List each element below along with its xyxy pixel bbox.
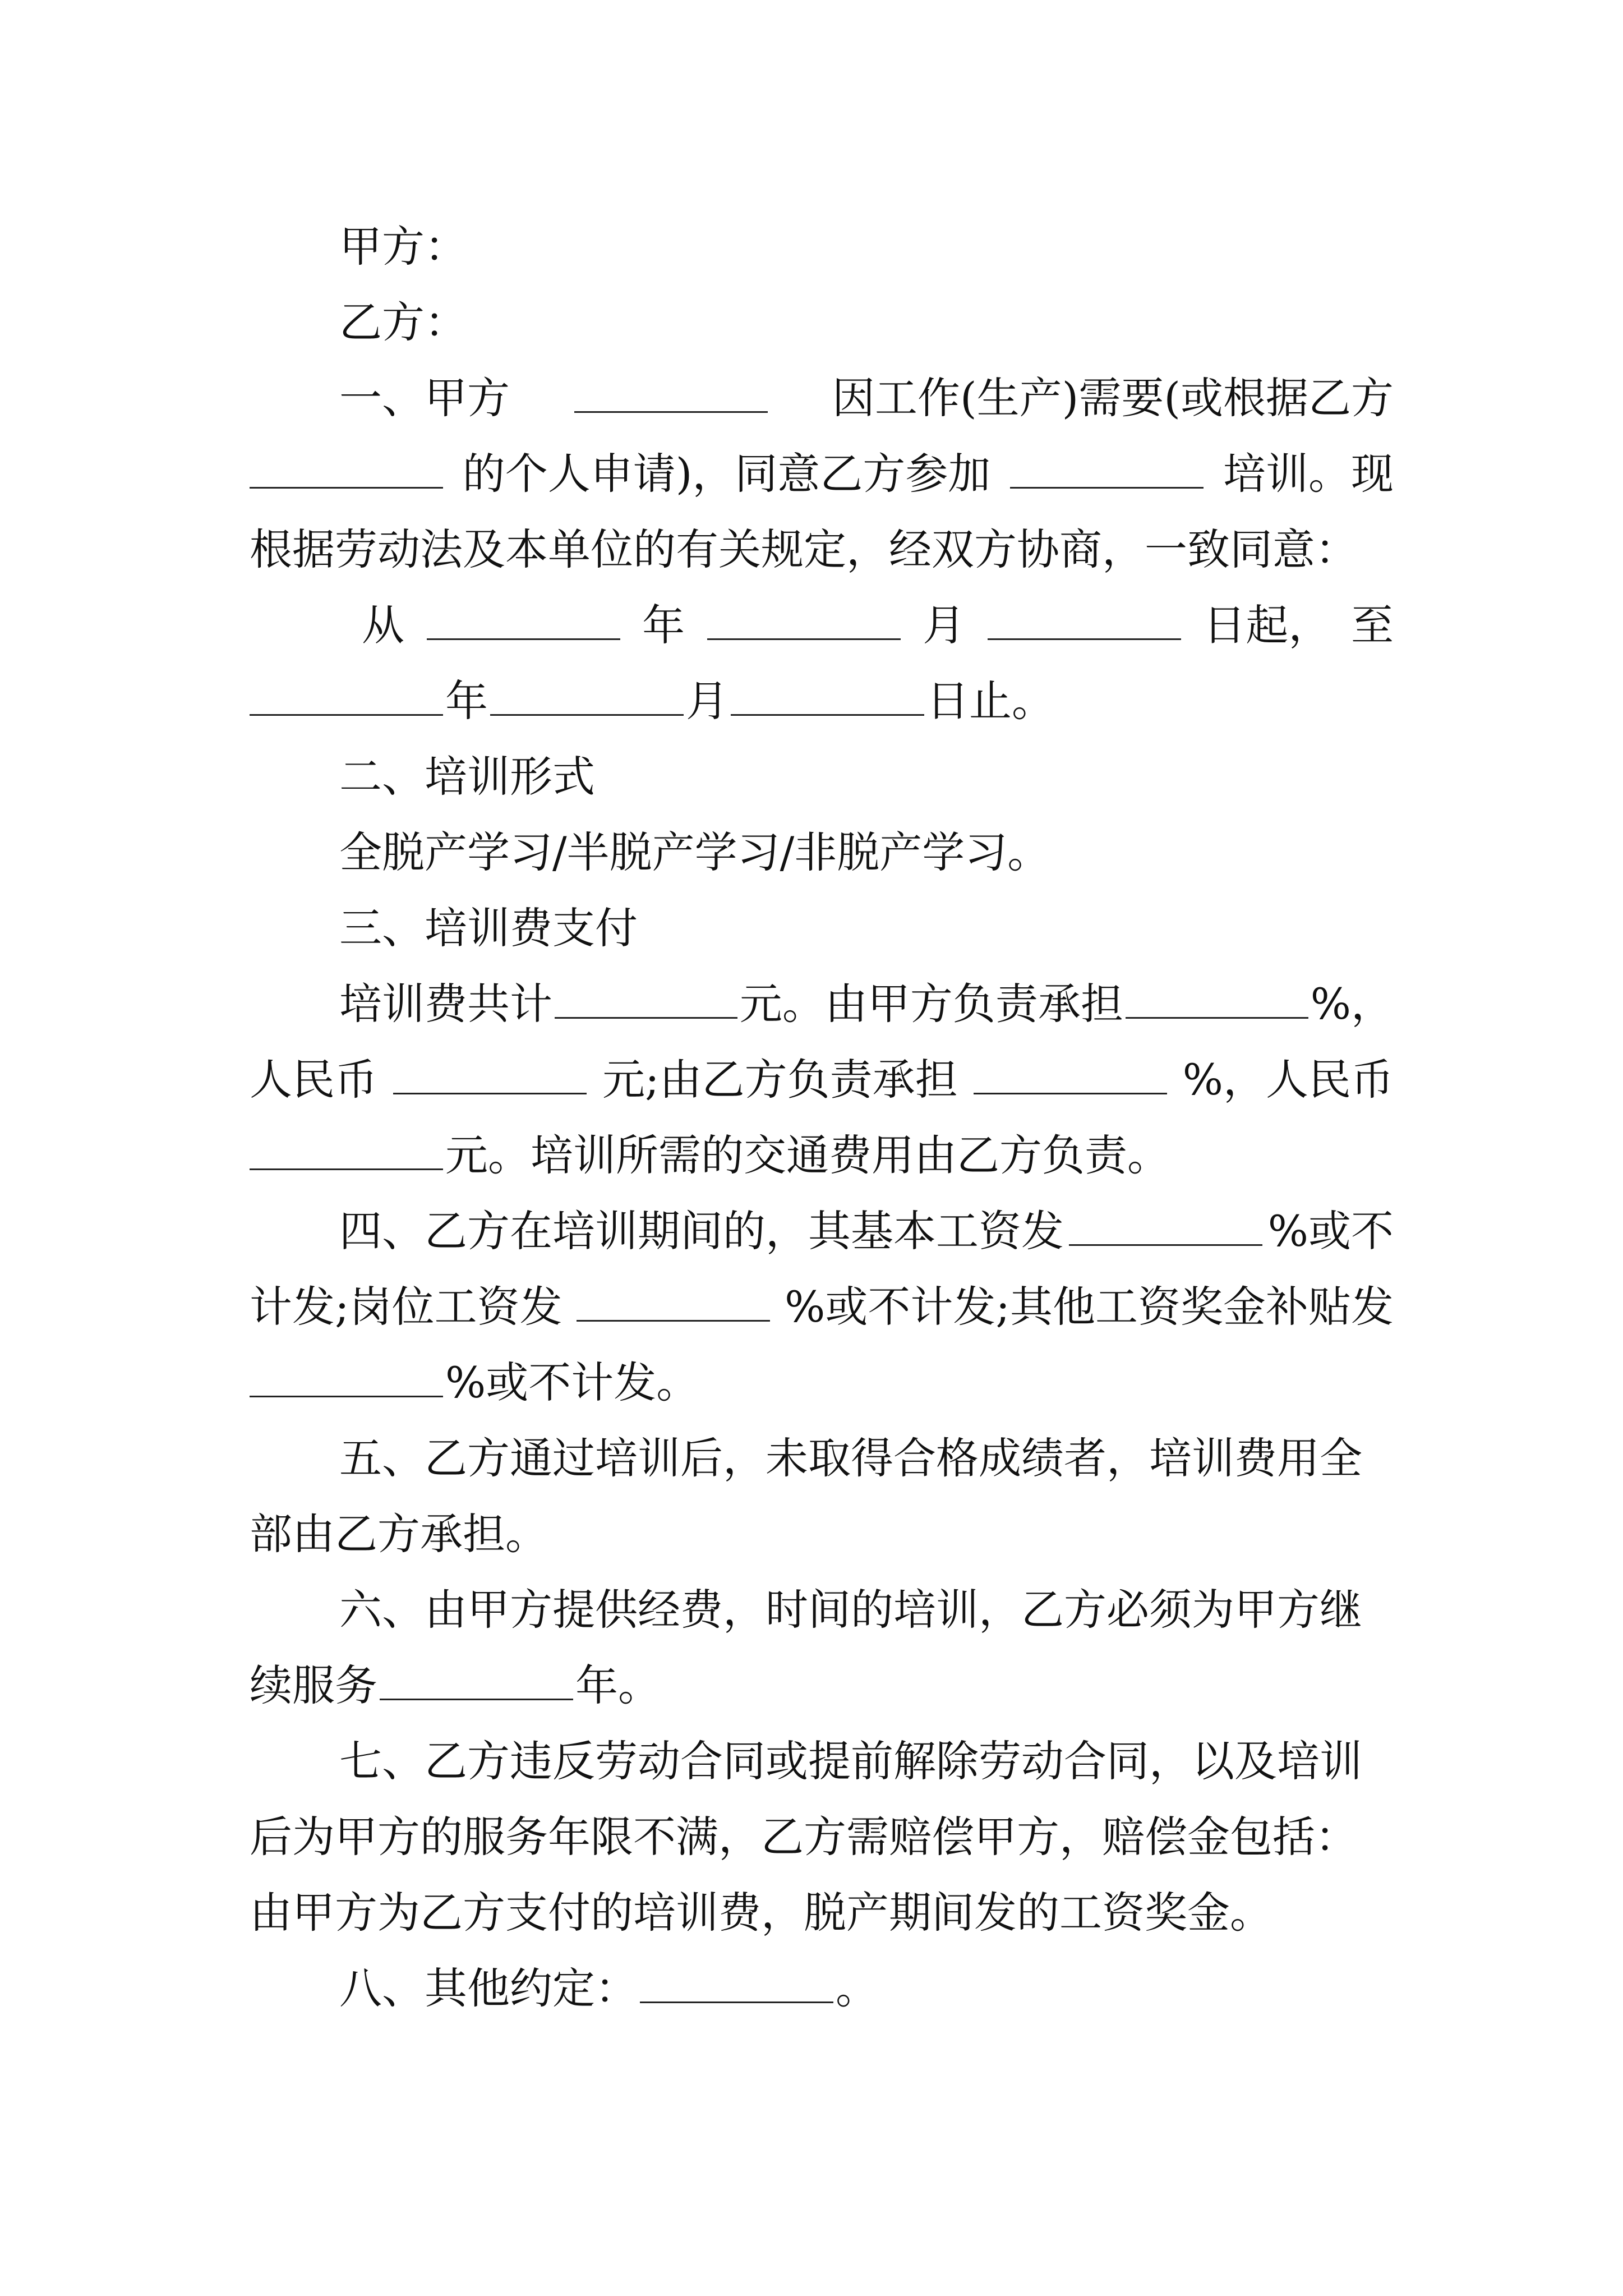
section-4-text-a: 四、乙方在培训期间的，其基本工资发: [339, 1206, 1064, 1256]
section-7-line-3: [250, 1879, 1394, 1947]
section-3-heading: 三、培训费支付: [339, 903, 638, 953]
party-a-label: 甲方：: [339, 222, 467, 272]
section-3-text-b: 元。由甲方负责承担: [739, 979, 1123, 1029]
section-3-text-f: %，人民币: [1182, 1055, 1394, 1105]
day-start-label: 日起，: [1203, 600, 1331, 650]
section-4-line-2: [250, 1273, 1394, 1341]
party-b-label: 乙方：: [339, 297, 467, 347]
month-label: 月: [686, 676, 728, 726]
section-1-line-5: [250, 668, 1394, 735]
section-7-line-1: [250, 1728, 1394, 1795]
section-8-line-1: [250, 1955, 1394, 2022]
fill-blank: [250, 485, 443, 489]
section-4-line-3: [250, 1349, 1394, 1416]
section-3-line-3: [250, 1122, 1394, 1189]
section-1-line-2: [250, 440, 1394, 508]
fill-blank: [555, 1015, 737, 1019]
fill-blank: [577, 1318, 770, 1322]
section-5-line-2: [250, 1501, 1394, 1568]
section-1-text-c: 的个人申请)，同意乙方参加: [462, 449, 991, 499]
section-1-text-e: 根据劳动法及本单位的有关规定，经双方协商，一致同意：: [250, 524, 1358, 574]
fill-blank: [1010, 485, 1204, 489]
section-4-text-d: %或不计发;其他工资奖金补贴发: [785, 1282, 1394, 1332]
section-6-line-1: [250, 1576, 1394, 1644]
fill-blank: [574, 409, 768, 413]
section-4-text-c: 计发;岗位工资发: [250, 1282, 562, 1332]
section-3-text-a: 培训费共计: [339, 979, 552, 1029]
section-8-text-a: 八、其他约定：: [339, 1963, 638, 2013]
training-form-options: 全脱产学习/半脱产学习/非脱产学习。: [339, 827, 1050, 877]
section-3-title: [250, 895, 1394, 962]
fill-blank: [250, 712, 443, 716]
section-5-text-a: 五、乙方通过培训后，未取得合格成绩者，培训费用全: [339, 1433, 1362, 1483]
party-b-line: [250, 289, 1394, 356]
section-7-text-b: 后为甲方的服务年限不满，乙方需赔偿甲方，赔偿金包括：: [250, 1812, 1358, 1862]
section-2-body: [250, 819, 1394, 886]
section-3-line-2: [250, 1046, 1394, 1114]
section-3-text-d: 人民币: [250, 1055, 377, 1105]
section-2-heading: 二、培训形式: [339, 752, 595, 802]
day-end-label: 日止。: [926, 676, 1054, 726]
year-label: 年: [445, 676, 488, 726]
section-8-text-b: 。: [836, 1963, 878, 2013]
section-7-line-2: [250, 1803, 1394, 1871]
section-3-text-g: 元。培训所需的交通费用由乙方负责。: [445, 1130, 1170, 1180]
section-1-line-3: [250, 516, 1394, 583]
section-3-line-1: [250, 970, 1394, 1038]
section-5-text-b: 部由乙方承担。: [250, 1509, 548, 1559]
fill-blank: [1069, 1242, 1262, 1246]
section-1-line-1: [250, 365, 1394, 432]
fill-blank: [490, 712, 684, 716]
section-1-text-d: 培训。现: [1223, 449, 1394, 499]
section-1-text-b: 因工作(生产)需要(或根据乙方: [832, 373, 1394, 423]
fill-blank: [1126, 1015, 1308, 1019]
fill-blank: [427, 636, 620, 640]
year-label: 年: [642, 600, 685, 650]
date-to-label: 至: [1350, 600, 1394, 650]
fill-blank: [731, 712, 924, 716]
section-6-text-b: 续服务: [250, 1660, 377, 1710]
fill-blank: [250, 1166, 443, 1170]
fill-blank: [393, 1091, 587, 1094]
section-7-text-c: 由甲方为乙方支付的培训费，脱产期间发的工资奖金。: [250, 1888, 1272, 1938]
section-6-line-2: [250, 1652, 1394, 1719]
fill-blank: [974, 1091, 1167, 1094]
fill-blank: [988, 636, 1181, 640]
section-2-title: [250, 743, 1394, 811]
fill-blank: [640, 1999, 833, 2003]
section-5-line-1: [250, 1425, 1394, 1492]
section-6-text-c: 年。: [575, 1660, 661, 1710]
date-from-label: 从: [362, 600, 404, 650]
section-1-text-a: 一、甲方: [339, 373, 510, 423]
section-3-text-e: 元;由乙方负责承担: [602, 1055, 958, 1105]
section-7-text-a: 七、乙方违反劳动合同或提前解除劳动合同，以及培训: [339, 1736, 1362, 1786]
section-3-text-c: %，: [1310, 979, 1394, 1029]
fill-blank: [380, 1696, 573, 1700]
section-1-line-4: [250, 592, 1394, 659]
section-4-text-e: %或不计发。: [445, 1358, 699, 1407]
month-label: 月: [923, 600, 966, 650]
party-a-line: [250, 213, 1394, 280]
section-6-text-a: 六、由甲方提供经费，时间的培训，乙方必须为甲方继: [339, 1585, 1362, 1635]
fill-blank: [250, 1393, 443, 1397]
section-4-line-1: [250, 1198, 1394, 1265]
section-4-text-b: %或不: [1267, 1206, 1394, 1256]
fill-blank: [707, 636, 901, 640]
